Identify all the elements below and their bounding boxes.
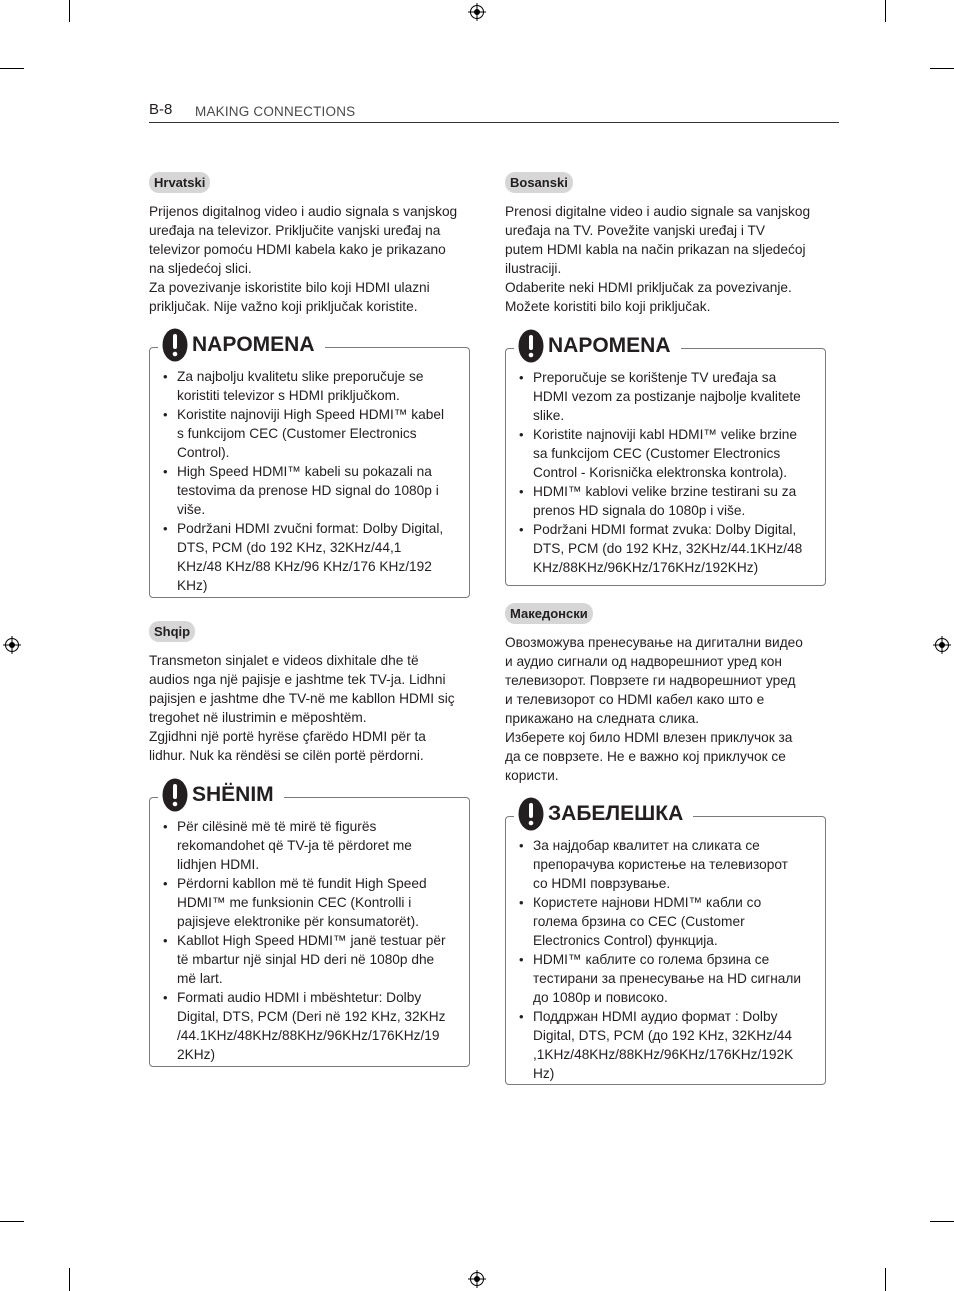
- note-header: [158, 328, 325, 362]
- note-title: SHËNIM: [192, 783, 274, 806]
- section-hrvatski: [149, 172, 471, 316]
- crop-mark: [0, 68, 24, 69]
- crop-mark: [885, 1268, 886, 1291]
- list-item: • Përdorni kabllon më të fundit High Speed HDMI™ me funksionin CEC (Kontrolli i pajisjeve elektronike për konsumatorët).: [151, 874, 446, 931]
- note-header: [158, 778, 284, 812]
- section-makedonski: [505, 603, 827, 785]
- intro-line: прикажано на следната слика.: [505, 711, 699, 726]
- crop-mark: [930, 1221, 954, 1222]
- intro-line: телевизорот. Поврзете ги надворешниот уред: [505, 673, 796, 688]
- intro-line: ilustraciji.: [505, 261, 562, 276]
- intro-line: и телевизорот со HDMI кабел како што е: [505, 692, 765, 707]
- note-title: ЗАБЕЛЕШКА: [548, 802, 684, 825]
- intro-line: uređaja na televizor. Priključite vanjski uređaj na: [149, 223, 441, 238]
- crop-mark: [69, 0, 70, 22]
- list-item: • Koristite najnoviji High Speed HDMI™ kabel s funkcijom CEC (Customer Electronics Control).: [151, 405, 444, 462]
- intro-line: Za povezivanje iskoristite bilo koji HDMI ulazni: [149, 280, 430, 295]
- intro-line: tregohet në ilustrimin e mëposhtëm.: [149, 710, 367, 725]
- intro-line: na sljedećoj slici.: [149, 261, 252, 276]
- intro-line: audios nga një pajisje e jashtme tek TV-ja. Lidhni: [149, 672, 446, 687]
- note-header: [514, 797, 693, 831]
- exclamation-icon: [162, 328, 188, 362]
- section-shqip: [149, 621, 471, 765]
- header-divider: [149, 122, 839, 123]
- list-item: • Користете најнови HDMI™ кабли со голема брзина со CEC (Customer Electronics Control) функција.: [507, 893, 801, 950]
- crop-mark: [930, 68, 954, 69]
- intro-line: Zgjidhni një portë hyrëse çfarëdo HDMI për ta: [149, 729, 426, 744]
- note-list: [507, 368, 802, 577]
- note-header: [514, 329, 681, 363]
- note-box: [505, 334, 826, 586]
- list-item: • Formati audio HDMI i mbështetur: Dolby Digital, DTS, PCM (Deri në 192 KHz, 32KHz /44.1KHz/48KHz/88KHz/96KHz/176KHz/19 2KHz): [151, 988, 446, 1064]
- registration-mark-icon: [468, 1270, 486, 1288]
- section-title: MAKING CONNECTIONS: [195, 104, 356, 119]
- crop-mark: [885, 0, 886, 22]
- note-title: NAPOMENA: [192, 333, 315, 356]
- intro-line: uređaja na TV. Povežite vanjski uređaj i TV: [505, 223, 765, 238]
- intro-line: Prijenos digitalnog video i audio signala s vanjskog: [149, 204, 458, 219]
- language-label: Македонски: [505, 603, 593, 624]
- list-item: • HDMI™ каблите со голема брзина се тестирани за пренесување на HD сигнали до 1080p и повисоко.: [507, 950, 801, 1007]
- exclamation-icon: [518, 329, 544, 363]
- crop-mark: [69, 1268, 70, 1291]
- language-label: Bosanski: [505, 172, 573, 193]
- exclamation-icon: [518, 797, 544, 831]
- note-title: NAPOMENA: [548, 334, 671, 357]
- intro-line: користи.: [505, 768, 559, 783]
- intro-line: Odaberite neki HDMI priključak za povezivanje.: [505, 280, 792, 295]
- note-box: [149, 783, 470, 1067]
- intro-line: Transmeton sinjalet e videos dixhitale dhe të: [149, 653, 419, 668]
- intro-line: да се поврзете. Не е важно кој приклучок се: [505, 749, 786, 764]
- note-list: [151, 367, 444, 595]
- intro-line: Изберете кој било HDMI влезен приклучок за: [505, 730, 793, 745]
- list-item: • За најдобар квалитет на сликата се препорачува користење на телевизорот со HDMI поврзување.: [507, 836, 801, 893]
- language-label: Shqip: [149, 621, 195, 642]
- section-bosanski: [505, 172, 827, 316]
- list-item: • Поддржан HDMI аудио формат : Dolby Digital, DTS, PCM (до 192 KHz, 32KHz/44 ,1KHz/48KHz/88KHz/96KHz/176KHz/192K Hz): [507, 1007, 801, 1083]
- list-item: • Za najbolju kvalitetu slike preporučuje se koristiti televizor s HDMI priključkom.: [151, 367, 444, 405]
- list-item: • High Speed HDMI™ kabeli su pokazali na testovima da prenose HD signal do 1080p i više.: [151, 462, 444, 519]
- note-list: [151, 817, 446, 1064]
- note-list: [507, 836, 801, 1083]
- intro-text: [505, 633, 827, 785]
- intro-line: putem HDMI kabla na način prikazan na sljedećoj: [505, 242, 806, 257]
- registration-mark-icon: [3, 636, 21, 654]
- note-box: [505, 802, 826, 1085]
- intro-line: Овозможува пренесување на дигитални видео: [505, 635, 803, 650]
- list-item: • Për cilësinë më të mirë të figurës rekomandohet që TV-ja të përdoret me lidhjen HDMI.: [151, 817, 446, 874]
- intro-line: pajisjen e jashtme dhe TV-në me kabllon HDMI siç: [149, 691, 455, 706]
- crop-mark: [0, 1221, 24, 1222]
- intro-line: и аудио сигнали од надворешниот уред кон: [505, 654, 782, 669]
- list-item: • Podržani HDMI format zvuka: Dolby Digital, DTS, PCM (do 192 KHz, 32KHz/44.1KHz/48 KHz/88KHz/96KHz/176KHz/192KHz): [507, 520, 802, 577]
- language-label: Hrvatski: [149, 172, 210, 193]
- exclamation-icon: [162, 778, 188, 812]
- intro-text: [149, 651, 471, 765]
- intro-line: televizor pomoću HDMI kabela kako je prikazano: [149, 242, 446, 257]
- intro-line: lidhur. Nuk ka rëndësi se cilën portë përdorni.: [149, 748, 424, 763]
- list-item: • Kabllot High Speed HDMI™ janë testuar për të mbartur një sinjal HD deri në 1080p dhe më lart.: [151, 931, 446, 988]
- intro-line: Prenosi digitalne video i audio signale sa vanjskog: [505, 204, 811, 219]
- intro-text: [149, 202, 471, 316]
- registration-mark-icon: [933, 636, 951, 654]
- registration-mark-icon: [468, 3, 486, 21]
- list-item: • Preporučuje se korištenje TV uređaja sa HDMI vezom za postizanje najbolje kvalitete slike.: [507, 368, 802, 425]
- intro-line: Možete koristiti bilo koji priključak.: [505, 299, 711, 314]
- list-item: • Podržani HDMI zvučni format: Dolby Digital, DTS, PCM (do 192 KHz, 32KHz/44,1 KHz/48 KHz/88 KHz/96 KHz/176 KHz/192 KHz): [151, 519, 444, 595]
- page-number: B-8: [149, 101, 173, 118]
- list-item: • HDMI™ kablovi velike brzine testirani su za prenos HD signala do 1080p i više.: [507, 482, 802, 520]
- note-box: [149, 333, 470, 598]
- list-item: • Koristite najnoviji kabl HDMI™ velike brzine sa funkcijom CEC (Customer Electronics Control - Korisnička elektronska kontrola).: [507, 425, 802, 482]
- intro-line: priključak. Nije važno koji priključak koristite.: [149, 299, 418, 314]
- intro-text: [505, 202, 827, 316]
